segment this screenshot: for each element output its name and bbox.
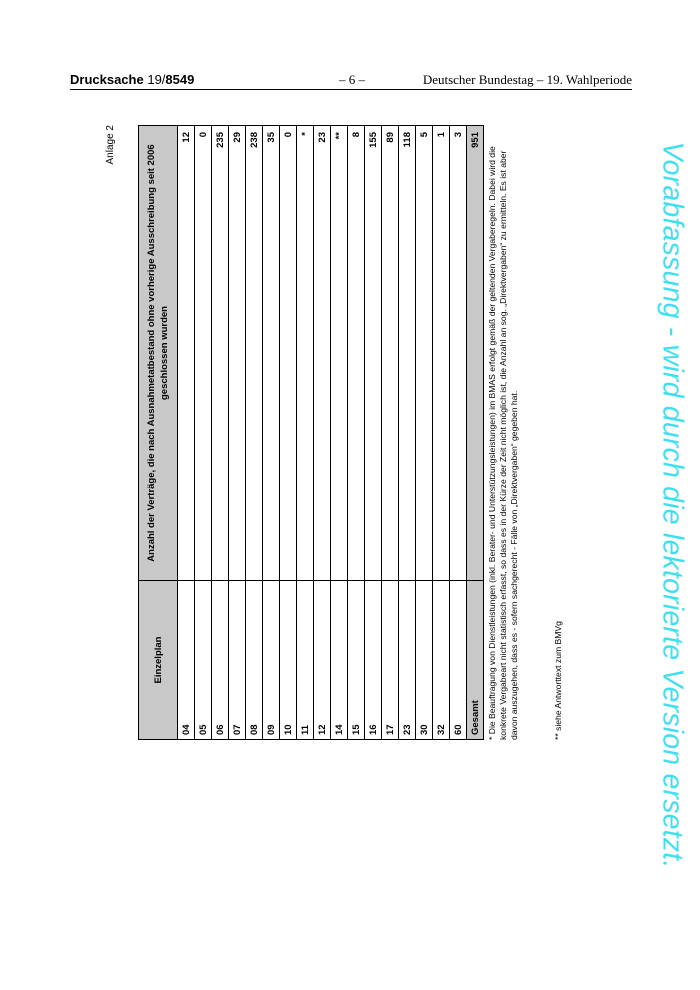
table-row: [178, 126, 195, 740]
table-row: [348, 126, 365, 740]
col-anzahl: Anzahl der Verträge, die nach Ausnahmetatbestand ohne vorherige Ausschreibung seit 2006 geschlossen wurden: [139, 126, 178, 581]
table-header-row: [139, 126, 178, 740]
total-label: Gesamt: [467, 581, 484, 740]
table-row: [382, 126, 399, 740]
table-row: [450, 126, 467, 740]
table-row: [433, 126, 450, 740]
table-row: [365, 126, 382, 740]
einzelplan-cell: 23: [399, 581, 416, 740]
count-cell: 238: [246, 126, 263, 581]
count-cell: 0: [195, 126, 212, 581]
einzelplan-cell: 11: [297, 581, 314, 740]
count-cell: 12: [178, 126, 195, 581]
count-cell: 35: [263, 126, 280, 581]
count-cell: **: [331, 126, 348, 581]
count-cell: 0: [280, 126, 297, 581]
count-cell: 3: [450, 126, 467, 581]
contracts-table: [138, 125, 484, 740]
einzelplan-cell: 07: [229, 581, 246, 740]
table-row: [331, 126, 348, 740]
einzelplan-cell: 16: [365, 581, 382, 740]
table-row: [195, 126, 212, 740]
count-cell: 235: [212, 126, 229, 581]
table-row: [399, 126, 416, 740]
table-row: [416, 126, 433, 740]
anlage-label: Anlage 2: [105, 125, 116, 165]
doc-number: 8549: [165, 72, 195, 87]
einzelplan-cell: 15: [348, 581, 365, 740]
footnote-double-star: ** siehe Antworttext zum BMVg: [553, 621, 563, 740]
einzelplan-cell: 05: [195, 581, 212, 740]
total-row: [467, 126, 484, 740]
einzelplan-cell: 17: [382, 581, 399, 740]
doc-label: Drucksache: [70, 72, 144, 87]
table-row: [280, 126, 297, 740]
header-rule: [70, 89, 632, 90]
count-cell: 155: [365, 126, 382, 581]
count-cell: 118: [399, 126, 416, 581]
einzelplan-cell: 10: [280, 581, 297, 740]
rotated-content: [105, 120, 563, 740]
einzelplan-cell: 32: [433, 581, 450, 740]
einzelplan-cell: 06: [212, 581, 229, 740]
einzelplan-cell: 60: [450, 581, 467, 740]
table-row: [314, 126, 331, 740]
col-einzelplan: Einzelplan: [139, 581, 178, 740]
count-cell: *: [297, 126, 314, 581]
einzelplan-cell: 12: [314, 581, 331, 740]
table-row: [297, 126, 314, 740]
einzelplan-cell: 30: [416, 581, 433, 740]
count-cell: 8: [348, 126, 365, 581]
table-row: [229, 126, 246, 740]
einzelplan-cell: 09: [263, 581, 280, 740]
table-row: [246, 126, 263, 740]
count-cell: 89: [382, 126, 399, 581]
parliament-label: Deutscher Bundestag – 19. Wahlperiode: [422, 72, 632, 87]
table-row: [263, 126, 280, 740]
count-cell: 1: [433, 126, 450, 581]
doc-number-prefix: 19/: [147, 72, 166, 87]
einzelplan-cell: 14: [331, 581, 348, 740]
footnote-star: * Die Beauftragung von Dienstleistungen (inkl. Berater- und Unterstützungsleistungen) im BMAS erfolgt gemäß der geltenden Vergaberegeln. Dabei wird die konkrete Vergabeart nicht statistisch erfasst, so dass es in der Kürze der Zeit nicht möglich ist, die Anzahl an sog. „Direktvergaben“ zu ermitteln. Es ist aber davon auszugehen, dass es - sofern sachgerecht - Fälle von „Direktvergaben“ gegeben hat.: [487, 146, 519, 740]
watermark-stamp: Vorabfassung - wird durch die lektorierte Version ersetzt.: [656, 141, 689, 869]
count-cell: 23: [314, 126, 331, 581]
page-number: – 6 –: [339, 72, 365, 87]
einzelplan-cell: 08: [246, 581, 263, 740]
table-row: [212, 126, 229, 740]
count-cell: 29: [229, 126, 246, 581]
total-value: 951: [467, 126, 484, 581]
count-cell: 5: [416, 126, 433, 581]
einzelplan-cell: 04: [178, 581, 195, 740]
